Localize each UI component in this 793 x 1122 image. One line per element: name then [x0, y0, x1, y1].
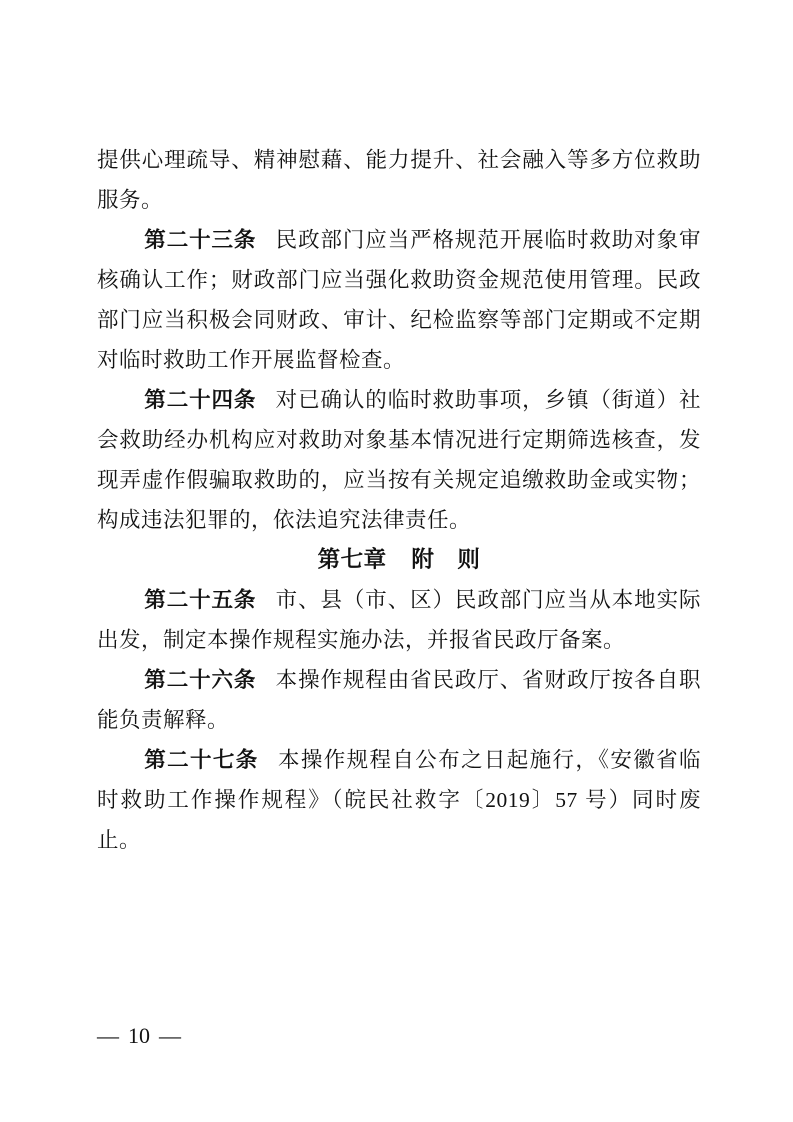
chapter-number: 第七章	[317, 547, 387, 572]
article-text: 对已确认的临时救助事项，乡镇（街道）社会救助经办机构应对救助对象基本情况进行定期筛选核查，发现弄虚作假骗取救助的，应当按有关规定追缴救助金或实物；构成违法犯罪的，依法追究法律责任。	[97, 388, 701, 532]
article-label: 第二十五条	[144, 588, 257, 612]
article-paragraph-23	[97, 220, 701, 380]
article-paragraph-27	[97, 740, 701, 860]
article-paragraph-26	[97, 660, 701, 740]
article-paragraph-24	[97, 380, 701, 540]
chapter-title: 附 则	[411, 547, 481, 572]
article-text: 本操作规程自公布之日起施行，《安徽省临时救助工作操作规程》（皖民社救字〔2019〕57 号）同时废止。	[97, 748, 701, 852]
article-paragraph-25	[97, 580, 701, 660]
article-label: 第二十六条	[144, 668, 257, 692]
continuation-paragraph: 提供心理疏导、精神慰藉、能力提升、社会融入等多方位救助服务。	[97, 148, 701, 212]
page-number: 10	[128, 1023, 150, 1048]
article-text: 市、县（市、区）民政部门应当从本地实际出发，制定本操作规程实施办法，并报省民政厅备案。	[97, 588, 701, 652]
document-body	[97, 140, 701, 860]
chapter-heading	[97, 540, 701, 580]
article-label: 第二十七条	[144, 748, 259, 772]
page-footer	[97, 1022, 181, 1050]
article-text: 民政部门应当严格规范开展临时救助对象审核确认工作；财政部门应当强化救助资金规范使用管理。民政部门应当积极会同财政、审计、纪检监察等部门定期或不定期对临时救助工作开展监督检查。	[97, 228, 701, 372]
article-label: 第二十三条	[144, 228, 257, 252]
article-label: 第二十四条	[144, 388, 257, 412]
footer-right-dash: —	[159, 1023, 181, 1048]
article-text: 本操作规程由省民政厅、省财政厅按各自职能负责解释。	[97, 668, 701, 732]
footer-left-dash: —	[97, 1023, 119, 1048]
